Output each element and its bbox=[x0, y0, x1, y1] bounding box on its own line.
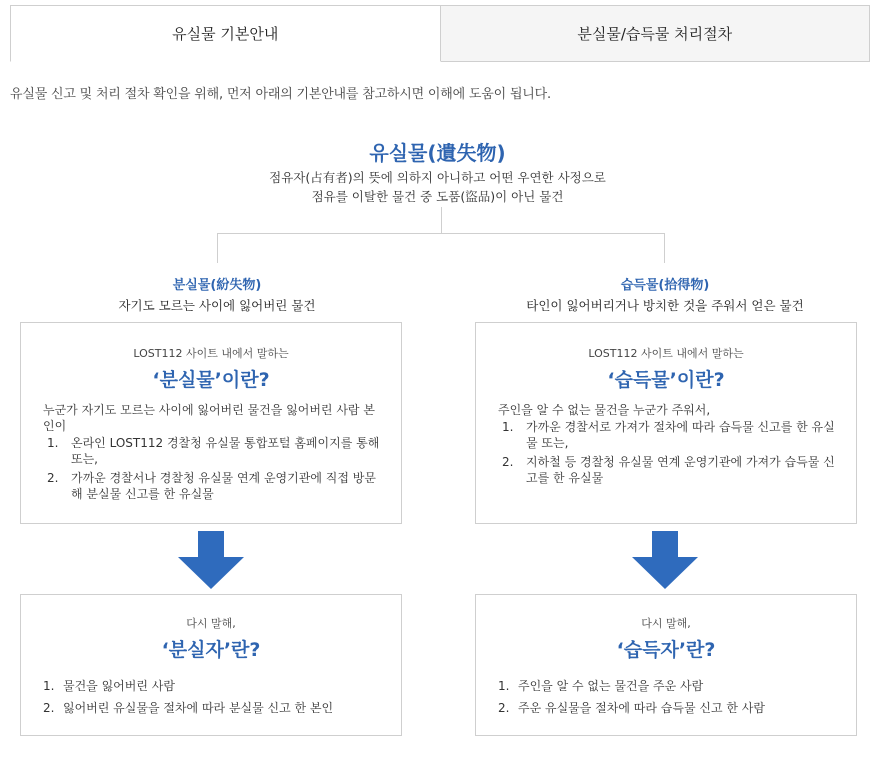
box-caption: LOST112 사이트 내에서 말하는 bbox=[588, 347, 744, 360]
list-item bbox=[43, 678, 381, 694]
list-item bbox=[498, 454, 836, 486]
tab-bar bbox=[10, 5, 870, 62]
list-text: 지하철 등 경찰청 유실물 연계 운영기관에 가져가 습득물 신고를 한 유실물 bbox=[526, 455, 835, 485]
box-intro: 누군가 자기도 모르는 사이에 잃어버린 물건을 잃어버린 사람 본인이 bbox=[43, 403, 375, 433]
tab-lost-found-procedure[interactable] bbox=[441, 5, 871, 62]
arrow-down-icon bbox=[178, 531, 244, 589]
box-caption: 다시 말해, bbox=[641, 617, 691, 630]
lost-property-definition-box bbox=[20, 322, 402, 524]
definition-list bbox=[43, 435, 381, 502]
list-item bbox=[498, 419, 836, 451]
list-item bbox=[43, 435, 381, 467]
found-property-desc: 타인이 잃어버리거나 방치한 것을 주워서 얻은 물건 bbox=[526, 298, 804, 313]
intro-text: 유실물 신고 및 처리 절차 확인을 위해, 먼저 아래의 기본안내를 참고하시면 이해에 도움이 됩니다. bbox=[10, 87, 551, 102]
lost-property-desc: 자기도 모르는 사이에 잃어버린 물건 bbox=[118, 298, 316, 313]
found-property-definition-box bbox=[475, 322, 857, 524]
definition-list bbox=[43, 678, 381, 716]
arrow-down-icon bbox=[632, 531, 698, 589]
box-caption: LOST112 사이트 내에서 말하는 bbox=[133, 347, 289, 360]
box-heading: ‘습득물’이란? bbox=[607, 369, 725, 391]
list-item bbox=[498, 700, 836, 716]
list-text: 온라인 LOST112 경찰청 유실물 통합포털 홈페이지를 통해 또는, bbox=[71, 436, 380, 466]
list-number: 2. bbox=[47, 471, 59, 485]
list-number: 2. bbox=[43, 701, 55, 715]
box-body bbox=[21, 678, 401, 716]
box-caption: 다시 말해, bbox=[186, 617, 236, 630]
list-text: 주운 유실물을 절차에 따라 습득물 신고 한 사람 bbox=[518, 701, 765, 715]
list-number: 1. bbox=[43, 679, 55, 693]
lost-item-title: 유실물(遺失物) bbox=[369, 141, 506, 165]
tab-label: 분실물/습득물 처리절차 bbox=[577, 25, 733, 43]
list-number: 1. bbox=[498, 679, 510, 693]
tab-lost-item-basic-info[interactable] bbox=[10, 5, 441, 62]
finder-definition-box bbox=[475, 594, 857, 736]
lost-property-title: 분실물(紛失物) bbox=[172, 278, 262, 293]
list-number: 2. bbox=[502, 455, 514, 469]
box-body bbox=[476, 402, 856, 486]
lost-item-desc-line2: 점유를 이탈한 물건 중 도품(盜品)이 아닌 물건 bbox=[311, 189, 564, 204]
list-text: 가까운 경찰서나 경찰청 유실물 연계 운영기관에 직접 방문해 분실물 신고를 한 유실물 bbox=[71, 471, 376, 501]
box-heading: ‘습득자’란? bbox=[616, 639, 716, 661]
list-number: 1. bbox=[502, 420, 514, 434]
list-number: 1. bbox=[47, 436, 59, 450]
lost-item-desc-line1: 점유자(占有者)의 뜻에 의하지 아니하고 어떤 우연한 사정으로 bbox=[269, 170, 606, 185]
list-item bbox=[498, 678, 836, 694]
tree-connector-horizontal bbox=[217, 233, 665, 234]
list-number: 2. bbox=[498, 701, 510, 715]
tab-label: 유실물 기본안내 bbox=[172, 25, 279, 43]
box-body bbox=[21, 402, 401, 502]
list-text: 가까운 경찰서로 가져가 절차에 따라 습득물 신고를 한 유실물 또는, bbox=[526, 420, 835, 450]
list-item bbox=[43, 470, 381, 502]
list-text: 잃어버린 유실물을 절차에 따라 분실물 신고 한 본인 bbox=[63, 701, 334, 715]
tree-connector-right bbox=[664, 233, 665, 263]
definition-list bbox=[498, 419, 836, 486]
list-item bbox=[43, 700, 381, 716]
list-text: 주인을 알 수 없는 물건을 주운 사람 bbox=[518, 679, 704, 693]
box-body bbox=[476, 678, 856, 716]
tree-connector-vertical bbox=[441, 207, 442, 233]
list-text: 물건을 잃어버린 사람 bbox=[63, 679, 175, 693]
tree-connector-left bbox=[217, 233, 218, 263]
box-heading: ‘분실물’이란? bbox=[152, 369, 270, 391]
definition-list bbox=[498, 678, 836, 716]
box-heading: ‘분실자’란? bbox=[161, 639, 261, 661]
found-property-title: 습득물(拾得物) bbox=[620, 278, 710, 293]
box-intro: 주인을 알 수 없는 물건을 누군가 주워서, bbox=[498, 403, 711, 417]
loser-definition-box bbox=[20, 594, 402, 736]
